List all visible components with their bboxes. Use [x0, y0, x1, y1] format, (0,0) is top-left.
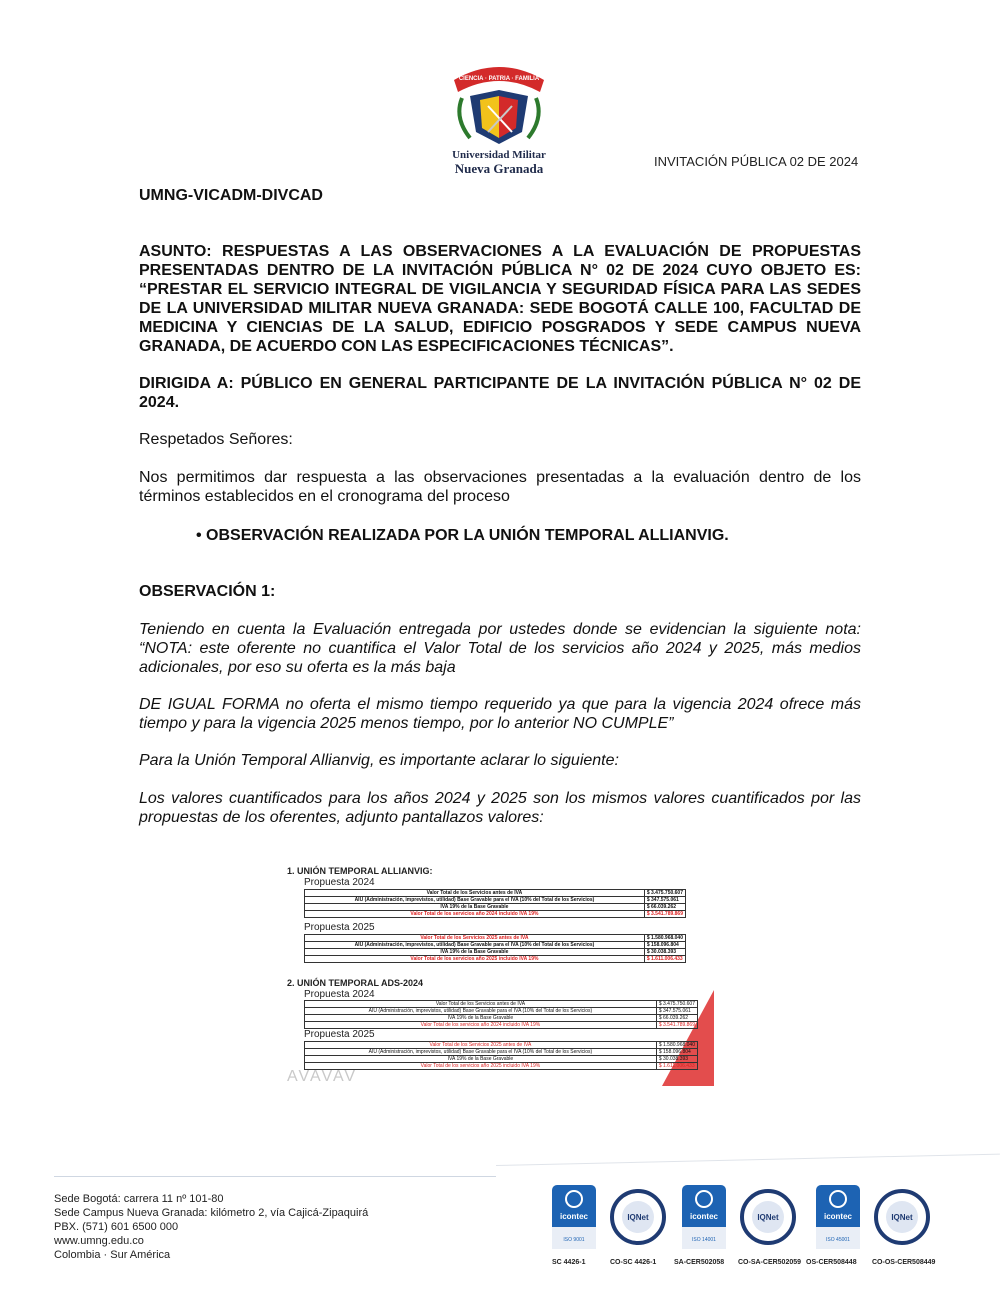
table-row [305, 1063, 698, 1070]
logo-name-line2: Nueva Granada [454, 161, 544, 176]
cert-code: CO-SC 4426-1 [610, 1259, 657, 1266]
document-code: UMNG-VICADM-DIVCAD [139, 187, 323, 204]
bullet-text: OBSERVACIÓN REALIZADA POR LA UNIÓN TEMPORAL ALLIANVIG. [206, 527, 729, 544]
table-row [305, 911, 686, 918]
row-label: AIU (Administración, imprevistos, utilidad) Base Gravable para el IVA (10% del Total de los Servicios) [305, 1049, 657, 1056]
row-label: Valor Total de los Servicios 2025 antes de IVA [305, 935, 645, 942]
table-row [305, 942, 686, 949]
row-value: $ 1.611.006.433 [644, 956, 685, 963]
row-value: $ 1.611.006.433 [656, 1063, 697, 1070]
table-row [305, 890, 686, 897]
table-row [305, 935, 686, 942]
table-row [305, 1015, 698, 1022]
section-1-title: 1. UNIÓN TEMPORAL ALLIANVIG: [287, 866, 433, 876]
s1-proposal-2024-label: Propuesta 2024 [304, 877, 375, 888]
university-logo [440, 52, 558, 182]
s1-proposal-2025-label: Propuesta 2025 [304, 922, 375, 933]
footer-address [54, 1192, 368, 1262]
address-line: PBX. (571) 601 6500 000 [54, 1221, 179, 1233]
row-label: AIU (Administración, imprevistos, utilidad) Base Gravable para el IVA (10% del Total de los Servicios) [305, 1008, 657, 1015]
cert-standard: ISO 14001 [692, 1237, 716, 1243]
row-label: IVA 19% de la Base Gravable [305, 1056, 657, 1063]
row-value: $ 347.575.061 [644, 897, 685, 904]
address-line: Sede Campus Nueva Granada: kilómetro 2, vía Cajicá-Zipaquirá [54, 1207, 369, 1219]
cert-standard: ISO 45001 [826, 1237, 850, 1243]
table-row [305, 1042, 698, 1049]
watermark-text: AVAVAV [287, 1068, 358, 1085]
row-value: $ 66.039.262 [656, 1015, 697, 1022]
s1-table-2024 [304, 889, 686, 918]
table-row [305, 897, 686, 904]
addressed-to: DIRIGIDA A: PÚBLICO EN GENERAL PARTICIPANTE DE LA INVITACIÓN PÚBLICA N° 02 DE 2024. [139, 375, 861, 411]
cert-code: SC 4426-1 [552, 1259, 586, 1266]
s2-table-2024 [304, 1000, 698, 1029]
cert-brand: IQNet [891, 1213, 913, 1222]
certification-badges [548, 1183, 948, 1273]
s2-proposal-2024-label: Propuesta 2024 [304, 989, 375, 1000]
row-label: Valor Total de los Servicios antes de IVA [305, 890, 645, 897]
section-2-title: 2. UNIÓN TEMPORAL ADS-2024 [287, 978, 424, 988]
table-row [305, 1001, 698, 1008]
crest-motto: CIENCIA · PATRIA · FAMILIA [458, 76, 540, 82]
observation-paragraph-3: Para la Unión Temporal Allianvig, es importante aclarar lo siguiente: [139, 752, 619, 769]
row-value: $ 1.580.968.040 [656, 1042, 697, 1049]
table-row [305, 1008, 698, 1015]
row-label: Valor Total de los servicios año 2025 incluido IVA 19% [305, 1063, 657, 1070]
iqnet-cert-icon [610, 1183, 666, 1253]
logo-name-line1: Universidad Militar [452, 149, 546, 161]
subject-paragraph: ASUNTO: RESPUESTAS A LAS OBSERVACIONES A LA EVALUACIÓN DE PROPUESTAS PRESENTADAS DENTRO DE LA INVITACIÓN PÚBLICA N° 02 DE 2024 CUYO OBJETO ES: “PRESTAR EL SERVICIO INTEGRAL DE VIGILANCIA Y SEGURIDAD FÍSICA PARA LAS SEDES DE LA UNIVERSIDAD MILITAR NUEVA GRANADA: SEDE BOGOTÁ CALLE 100, FACULTAD DE MEDICINA Y CIENCIAS DE LA SALUD, EDIFICIO POSGRADOS Y SEDE CAMPUS NUEVA GRANADA, DE ACUERDO CON LAS ESPECIFICACIONES TÉCNICAS”. [139, 243, 861, 355]
logo-wordmark [440, 148, 558, 176]
row-label: Valor Total de los servicios año 2024 incluido IVA 19% [305, 1022, 657, 1029]
row-label: Valor Total de los Servicios 2025 antes de IVA [305, 1042, 657, 1049]
observation-paragraph-1: Teniendo en cuenta la Evaluación entregada por ustedes donde se evidencian la siguiente nota: “NOTA: este oferente no cuantifica el Valor Total de los servicios año 2024 y 2025, más medios adicionales, por eso su oferta es la más baja [139, 621, 861, 676]
row-label: IVA 19% de la Base Gravable [305, 949, 645, 956]
row-label: AIU (Administración, imprevistos, utilidad) Base Gravable para el IVA (10% del Total de los Servicios) [305, 942, 645, 949]
row-value: $ 3.475.750.607 [644, 890, 685, 897]
bullet-icon: • [196, 527, 207, 544]
table-row [305, 1022, 698, 1029]
row-label: AIU (Administración, imprevistos, utilidad) Base Gravable para el IVA (10% del Total de los Servicios) [305, 897, 645, 904]
university-crest-icon [440, 52, 558, 148]
observation-paragraph-2: DE IGUAL FORMA no oferta el mismo tiempo requerido ya que para la vigencia 2024 ofrece más tiempo y para la vigencia 2025 menos tiempo, por lo anterior NO CUMPLE” [139, 696, 861, 732]
table-row [305, 949, 686, 956]
cert-brand: icontec [689, 1212, 719, 1221]
cert-standard: ISO 9001 [563, 1237, 585, 1243]
cert-code: CO-SA-CER502059 [738, 1259, 802, 1266]
cert-brand: IQNet [757, 1213, 779, 1222]
cert-code: SA-CER502058 [674, 1259, 725, 1266]
table-row [305, 904, 686, 911]
row-label: IVA 19% de la Base Gravable [305, 904, 645, 911]
footer-divider-right [496, 1154, 1000, 1166]
row-value: $ 158.096.804 [644, 942, 685, 949]
s2-proposal-2025-label: Propuesta 2025 [304, 1029, 375, 1040]
bullet-item [196, 526, 861, 545]
row-label: IVA 19% de la Base Gravable [305, 1015, 657, 1022]
icontec-cert-icon [812, 1183, 868, 1253]
table-row [305, 1049, 698, 1056]
row-value: $ 3.541.789.869 [644, 911, 685, 918]
row-label: Valor Total de los servicios año 2025 incluido IVA 19% [305, 956, 645, 963]
observation-title: OBSERVACIÓN 1: [139, 583, 276, 600]
icontec-cert-icon [548, 1183, 604, 1253]
observation-paragraph-4: Los valores cuantificados para los años 2024 y 2025 son los mismos valores cuantificados por las propuestas de los oferentes, adjunto pantallazos valores: [139, 790, 861, 826]
cert-brand: icontec [559, 1212, 589, 1221]
address-line: Sede Bogotá: carrera 11 nº 101-80 [54, 1193, 224, 1205]
row-value: $ 1.580.968.040 [644, 935, 685, 942]
row-value: $ 3.541.789.869 [656, 1022, 697, 1029]
row-label: Valor Total de los Servicios antes de IVA [305, 1001, 657, 1008]
footer-divider [54, 1176, 496, 1177]
cert-code: OS-CER508448 [806, 1259, 857, 1266]
invitation-reference: INVITACIÓN PÚBLICA 02 DE 2024 [654, 154, 859, 169]
row-label: Valor Total de los servicios año 2024 incluido IVA 19% [305, 911, 645, 918]
table-row [305, 956, 686, 963]
row-value: $ 347.575.061 [656, 1008, 697, 1015]
cert-code: CO-OS-CER508449 [872, 1259, 936, 1266]
table-row [305, 1056, 698, 1063]
iqnet-cert-icon [740, 1183, 796, 1253]
row-value: $ 30.038.393 [644, 949, 685, 956]
address-line: Colombia · Sur América [54, 1249, 171, 1261]
value-screenshots [287, 864, 717, 1086]
website-link[interactable]: www.umng.edu.co [54, 1235, 144, 1247]
s2-table-2025 [304, 1041, 698, 1070]
row-value: $ 30.038.393 [656, 1056, 697, 1063]
icontec-cert-icon [678, 1183, 734, 1253]
cert-brand: IQNet [627, 1213, 649, 1222]
iqnet-cert-icon [874, 1183, 930, 1253]
intro-paragraph: Nos permitimos dar respuesta a las observaciones presentadas a la evaluación dentro de los términos establecidos en el cronograma del proceso [139, 469, 861, 505]
greeting: Respetados Señores: [139, 431, 293, 448]
row-value: $ 3.475.750.607 [656, 1001, 697, 1008]
s1-table-2025 [304, 934, 686, 963]
cert-brand: icontec [823, 1212, 853, 1221]
row-value: $ 158.096.804 [656, 1049, 697, 1056]
row-value: $ 66.039.262 [644, 904, 685, 911]
